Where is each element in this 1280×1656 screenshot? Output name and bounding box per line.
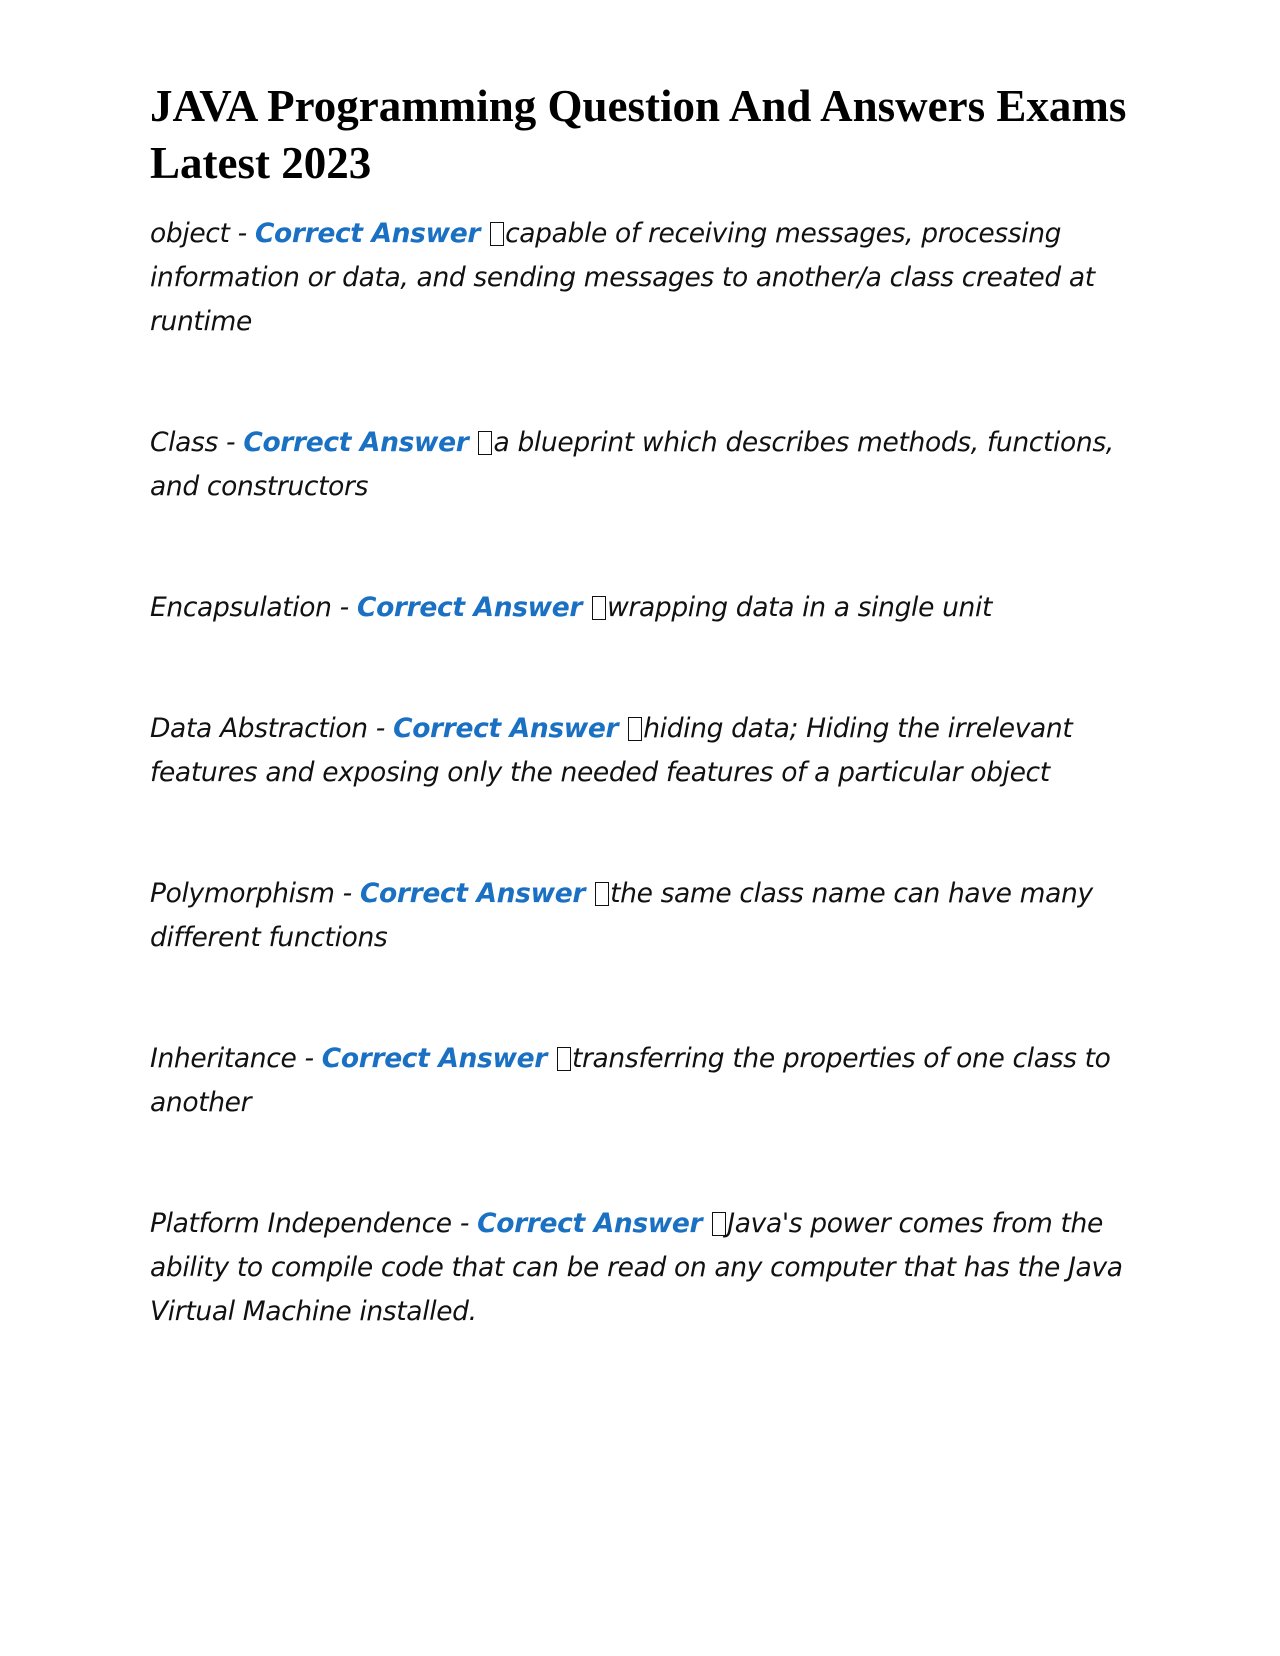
missing-glyph-box-icon <box>712 1212 726 1236</box>
entry-term: Inheritance <box>150 1043 297 1074</box>
correct-answer-label: Correct Answer <box>356 592 583 623</box>
missing-glyph-box-icon <box>595 882 609 906</box>
missing-glyph-box-icon <box>592 596 606 620</box>
entry-term: Platform Independence <box>150 1208 452 1239</box>
entry-definition: transferring the properties of one class to another <box>150 1043 1111 1118</box>
missing-glyph-box-icon <box>557 1047 571 1071</box>
entry-separator: - <box>296 1043 322 1074</box>
correct-answer-label: Correct Answer <box>243 427 469 458</box>
missing-glyph-box-icon <box>478 431 492 455</box>
entry-term: Polymorphism <box>150 878 335 909</box>
entry-separator: - <box>217 427 244 458</box>
entry-term: Class <box>150 427 218 458</box>
entry-definition: hiding data; Hiding the irrelevant features and exposing only the needed features of a particular object <box>150 713 1073 788</box>
qa-entry <box>150 872 1140 960</box>
missing-glyph-box-icon <box>490 222 504 246</box>
missing-glyph-box-icon <box>628 717 642 741</box>
qa-entry <box>150 707 1140 795</box>
qa-entry <box>150 1202 1140 1334</box>
entry-term: Encapsulation <box>150 592 332 623</box>
entry-separator: - <box>367 713 394 744</box>
correct-answer-label: Correct Answer <box>477 1208 703 1239</box>
qa-entry <box>150 212 1140 344</box>
qa-entry <box>150 421 1140 509</box>
entry-term: Data Abstraction <box>150 713 368 744</box>
document-page <box>150 78 1140 1334</box>
entry-separator: - <box>334 878 360 909</box>
entry-separator: - <box>451 1208 478 1239</box>
document-title: JAVA Programming Question And Answers Exams Latest 2023 <box>150 81 1127 188</box>
entry-separator: - <box>229 218 255 249</box>
entry-term: object <box>150 218 230 249</box>
entry-definition: the same class name can have many different functions <box>150 878 1093 953</box>
qa-entry <box>150 586 1140 630</box>
entry-definition: wrapping data in a single unit <box>607 592 993 623</box>
entry-definition: capable of receiving messages, processing information or data, and sending messages to another/a class created at runtime <box>150 218 1095 337</box>
correct-answer-label: Correct Answer <box>321 1043 547 1074</box>
entry-definition: a blueprint which describes methods, functions, and constructors <box>150 427 1114 502</box>
entry-separator: - <box>331 592 357 623</box>
correct-answer-label: Correct Answer <box>393 713 619 744</box>
correct-answer-label: Correct Answer <box>359 878 586 909</box>
entry-definition: Java's power comes from the ability to compile code that can be read on any computer that has the Java Virtual Machine installed. <box>150 1208 1123 1327</box>
correct-answer-label: Correct Answer <box>254 218 481 249</box>
qa-entry <box>150 1037 1140 1125</box>
